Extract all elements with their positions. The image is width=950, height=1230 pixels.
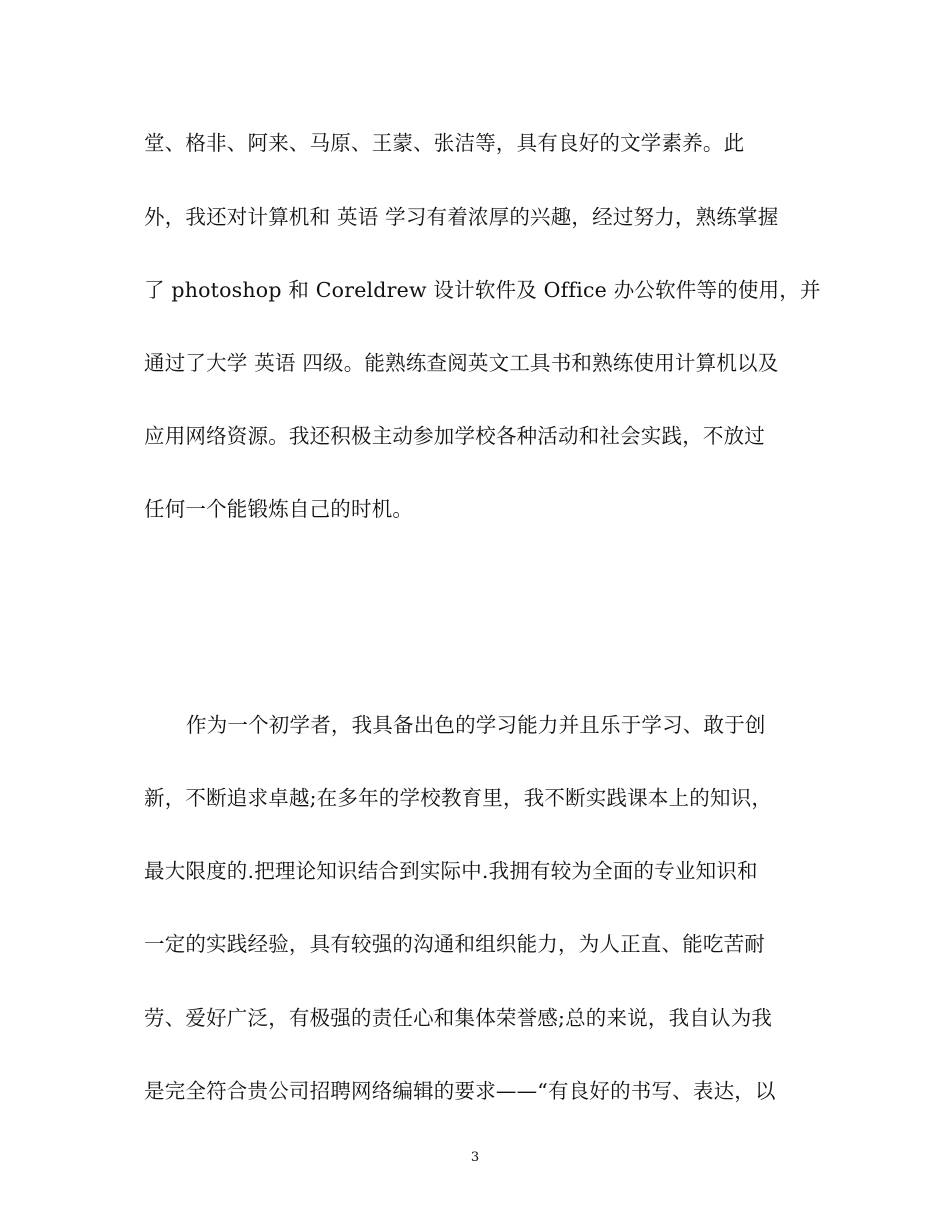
paragraph-1-line: 应用网络资源。我还积极主动参加学校各种活动和社会实践，不放过 <box>144 424 765 448</box>
paragraph-1-line: 通过了大学 英语 四级。能熟练查阅英文工具书和熟练使用计算机以及 <box>144 351 779 375</box>
paragraph-2-line: 最大限度的.把理论知识结合到实际中.我拥有较为全面的专业知识和 <box>144 859 758 883</box>
paragraph-2-line: 一定的实践经验，具有较强的沟通和组织能力，为人正直、能吃苦耐 <box>144 932 765 956</box>
paragraph-1-line: 了 photoshop 和 Coreldrew 设计软件及 Office 办公软件等的使用，并 <box>144 278 821 302</box>
paragraph-2-line: 劳、爱好广泛，有极强的责任心和集体荣誉感;总的来说，我自认为我 <box>144 1006 773 1030</box>
paragraph-1-line: 外，我还对计算机和 英语 学习有着浓厚的兴趣，经过努力，熟练掌握 <box>144 205 779 229</box>
paragraph-2-line: 作为一个初学者，我具备出色的学习能力并且乐于学习、敢于创 <box>186 713 766 737</box>
paragraph-1-line: 堂、格非、阿来、马原、王蒙、张洁等，具有良好的文学素养。此 <box>144 131 745 155</box>
paragraph-2-line: 是完全符合贵公司招聘网络编辑的要求——“有良好的书写、表达，以 <box>144 1079 776 1103</box>
paragraph-1-line: 任何一个能锻炼自己的时机。 <box>144 497 414 521</box>
page-number: 3 <box>470 1150 480 1165</box>
paragraph-2-line: 新，不断追求卓越;在多年的学校教育里，我不断实践课本上的知识， <box>144 786 773 810</box>
